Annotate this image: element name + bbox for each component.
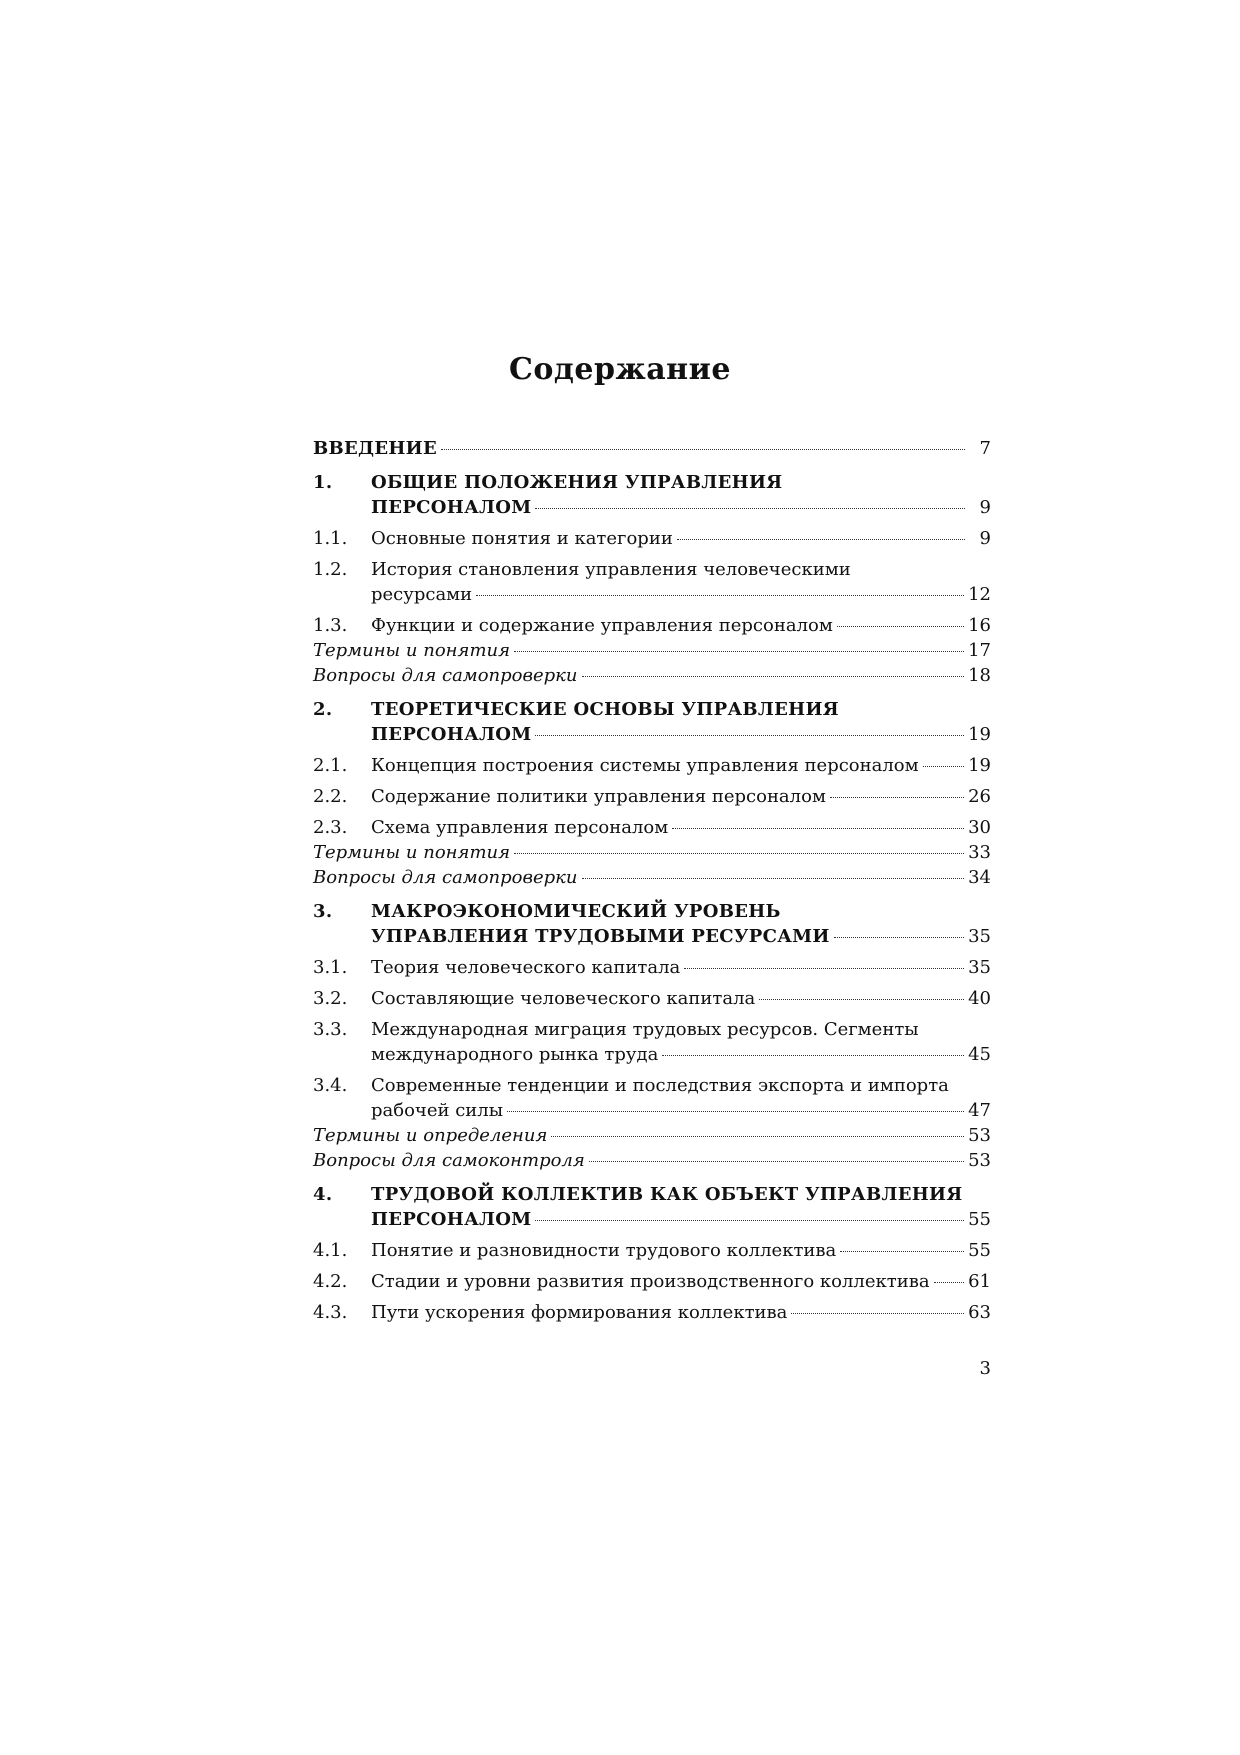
toc-terms-3: [313, 1123, 991, 1148]
toc-entry-title: Вопросы для самоконтроля: [313, 1150, 585, 1171]
toc-entry-title-line: ПЕРСОНАЛОМ: [371, 497, 532, 518]
toc-questions-2: [313, 865, 991, 890]
toc-questions-3: [313, 1148, 991, 1173]
toc-entry-number: 3.3.: [313, 1019, 348, 1040]
toc-terms-2: [313, 840, 991, 865]
toc-page-number: 55: [968, 1240, 991, 1261]
toc-chapter-1: [313, 470, 991, 520]
toc-page-number: 17: [968, 640, 991, 661]
toc-section-3-2: [313, 986, 991, 1011]
dot-leader: [923, 766, 964, 767]
toc-entry-number: 2.: [313, 699, 333, 720]
toc-entry-title: Концепция построения системы управления персоналом: [371, 755, 919, 776]
toc-entry-title-line: ПЕРСОНАЛОМ: [371, 724, 532, 745]
toc-section-4-3: [313, 1300, 991, 1325]
toc-section-3-1: [313, 955, 991, 980]
toc-entry-title-line: УПРАВЛЕНИЯ ТРУДОВЫМИ РЕСУРСАМИ: [371, 926, 830, 947]
toc-entry-title: Термины и понятия: [313, 842, 511, 863]
toc-entry-number: 1.3.: [313, 615, 348, 636]
toc-chapter-4: [313, 1182, 991, 1232]
toc-page-number: 47: [968, 1100, 991, 1121]
toc-entry-number: 3.4.: [313, 1075, 348, 1096]
toc-page-number: 19: [968, 724, 991, 745]
toc-page-number: 61: [968, 1271, 991, 1292]
toc-entry-title: Составляющие человеческого капитала: [371, 988, 756, 1009]
dot-leader: [837, 626, 964, 627]
dot-leader: [589, 1161, 964, 1162]
toc-chapter-3: [313, 899, 991, 949]
dot-leader: [441, 449, 965, 450]
dot-leader: [830, 797, 964, 798]
dot-leader: [672, 828, 964, 829]
toc-questions-1: [313, 663, 991, 688]
toc-page-number: 40: [968, 988, 991, 1009]
table-of-contents: [313, 436, 991, 1325]
dot-leader: [507, 1111, 964, 1112]
toc-page-number: 63: [968, 1302, 991, 1323]
toc-entry-title-line: Современные тенденции и последствия экспорта и импорта: [371, 1075, 949, 1096]
toc-section-2-2: [313, 784, 991, 809]
toc-entry-intro: [313, 436, 991, 461]
dot-leader: [514, 853, 964, 854]
toc-page-number: 55: [968, 1209, 991, 1230]
toc-entry-title-line: История становления управления человеческими: [371, 559, 851, 580]
toc-chapter-2: [313, 697, 991, 747]
toc-entry-number: 4.1.: [313, 1240, 348, 1261]
toc-section-3-3: [313, 1017, 991, 1067]
toc-entry-title: Функции и содержание управления персоналом: [371, 615, 833, 636]
toc-page-number: 9: [979, 528, 991, 549]
toc-page-number: 16: [968, 615, 991, 636]
toc-entry-title-line: ресурсами: [371, 584, 473, 605]
toc-entry-title: Основные понятия и категории: [371, 528, 673, 549]
toc-entry-number: 3.2.: [313, 988, 348, 1009]
dot-leader: [840, 1251, 964, 1252]
toc-page-number: 53: [968, 1150, 991, 1171]
toc-section-1-2: [313, 557, 991, 607]
toc-entry-title: Вопросы для самопроверки: [313, 867, 578, 888]
toc-entry-number: 1.1.: [313, 528, 348, 549]
toc-entry-title-line: ОБЩИЕ ПОЛОЖЕНИЯ УПРАВЛЕНИЯ: [371, 472, 783, 493]
toc-section-1-1: [313, 526, 991, 551]
dot-leader: [759, 999, 964, 1000]
toc-entry-number: 4.2.: [313, 1271, 348, 1292]
toc-page-number: 33: [968, 842, 991, 863]
toc-page-number: 30: [968, 817, 991, 838]
toc-entry-title: Схема управления персоналом: [371, 817, 669, 838]
toc-section-4-2: [313, 1269, 991, 1294]
toc-page-number: 35: [968, 926, 991, 947]
dot-leader: [535, 508, 965, 509]
toc-page-number: 12: [968, 584, 991, 605]
toc-entry-number: 4.3.: [313, 1302, 348, 1323]
toc-entry-title: Вопросы для самопроверки: [313, 665, 578, 686]
toc-page-number: 18: [968, 665, 991, 686]
dot-leader: [476, 595, 964, 596]
toc-entry-number: 1.: [313, 472, 333, 493]
toc-entry-title-line: ТРУДОВОЙ КОЛЛЕКТИВ КАК ОБЪЕКТ УПРАВЛЕНИЯ: [371, 1184, 963, 1205]
toc-page-number: 35: [968, 957, 991, 978]
toc-entry-number: 4.: [313, 1184, 333, 1205]
dot-leader: [791, 1313, 964, 1314]
page-number: 3: [979, 1358, 991, 1379]
toc-entry-title-line: международного рынка труда: [371, 1044, 659, 1065]
toc-section-3-4: [313, 1073, 991, 1123]
toc-page-number: 26: [968, 786, 991, 807]
toc-page-number: 53: [968, 1125, 991, 1146]
page-title: Содержание: [509, 352, 731, 387]
toc-page-number: 45: [968, 1044, 991, 1065]
dot-leader: [535, 735, 964, 736]
dot-leader: [677, 539, 965, 540]
toc-entry-number: 2.3.: [313, 817, 348, 838]
toc-section-1-3: [313, 613, 991, 638]
toc-entry-title-line: МАКРОЭКОНОМИЧЕСКИЙ УРОВЕНЬ: [371, 901, 781, 922]
toc-entry-title-line: рабочей силы: [371, 1100, 504, 1121]
toc-entry-title: Теория человеческого капитала: [371, 957, 681, 978]
toc-entry-title-line: Международная миграция трудовых ресурсов. Сегменты: [371, 1019, 919, 1040]
toc-entry-title: Термины и определения: [313, 1125, 548, 1146]
toc-entry-title: Термины и понятия: [313, 640, 511, 661]
toc-page-number: 34: [968, 867, 991, 888]
toc-section-2-3: [313, 815, 991, 840]
toc-entry-title: Стадии и уровни развития производственного коллектива: [371, 1271, 930, 1292]
toc-entry-title: ВВЕДЕНИЕ: [313, 438, 438, 459]
dot-leader: [582, 676, 965, 677]
toc-section-2-1: [313, 753, 991, 778]
toc-entry-number: 3.1.: [313, 957, 348, 978]
dot-leader: [662, 1055, 964, 1056]
toc-entry-title: Понятие и разновидности трудового коллектива: [371, 1240, 837, 1261]
toc-page-number: 19: [968, 755, 991, 776]
dot-leader: [514, 651, 964, 652]
toc-section-4-1: [313, 1238, 991, 1263]
toc-entry-title: Содержание политики управления персоналом: [371, 786, 826, 807]
dot-leader: [535, 1220, 964, 1221]
toc-entry-number: 2.2.: [313, 786, 348, 807]
dot-leader: [834, 937, 964, 938]
dot-leader: [934, 1282, 965, 1283]
toc-terms-1: [313, 638, 991, 663]
dot-leader: [684, 968, 964, 969]
toc-entry-title: Пути ускорения формирования коллектива: [371, 1302, 788, 1323]
toc-page-number: 7: [979, 438, 991, 459]
dot-leader: [582, 878, 965, 879]
toc-entry-title-line: ТЕОРЕТИЧЕСКИЕ ОСНОВЫ УПРАВЛЕНИЯ: [371, 699, 839, 720]
toc-page-number: 9: [979, 497, 991, 518]
toc-entry-title-line: ПЕРСОНАЛОМ: [371, 1209, 532, 1230]
dot-leader: [551, 1136, 964, 1137]
toc-entry-number: 1.2.: [313, 559, 348, 580]
toc-entry-number: 3.: [313, 901, 333, 922]
toc-entry-number: 2.1.: [313, 755, 348, 776]
